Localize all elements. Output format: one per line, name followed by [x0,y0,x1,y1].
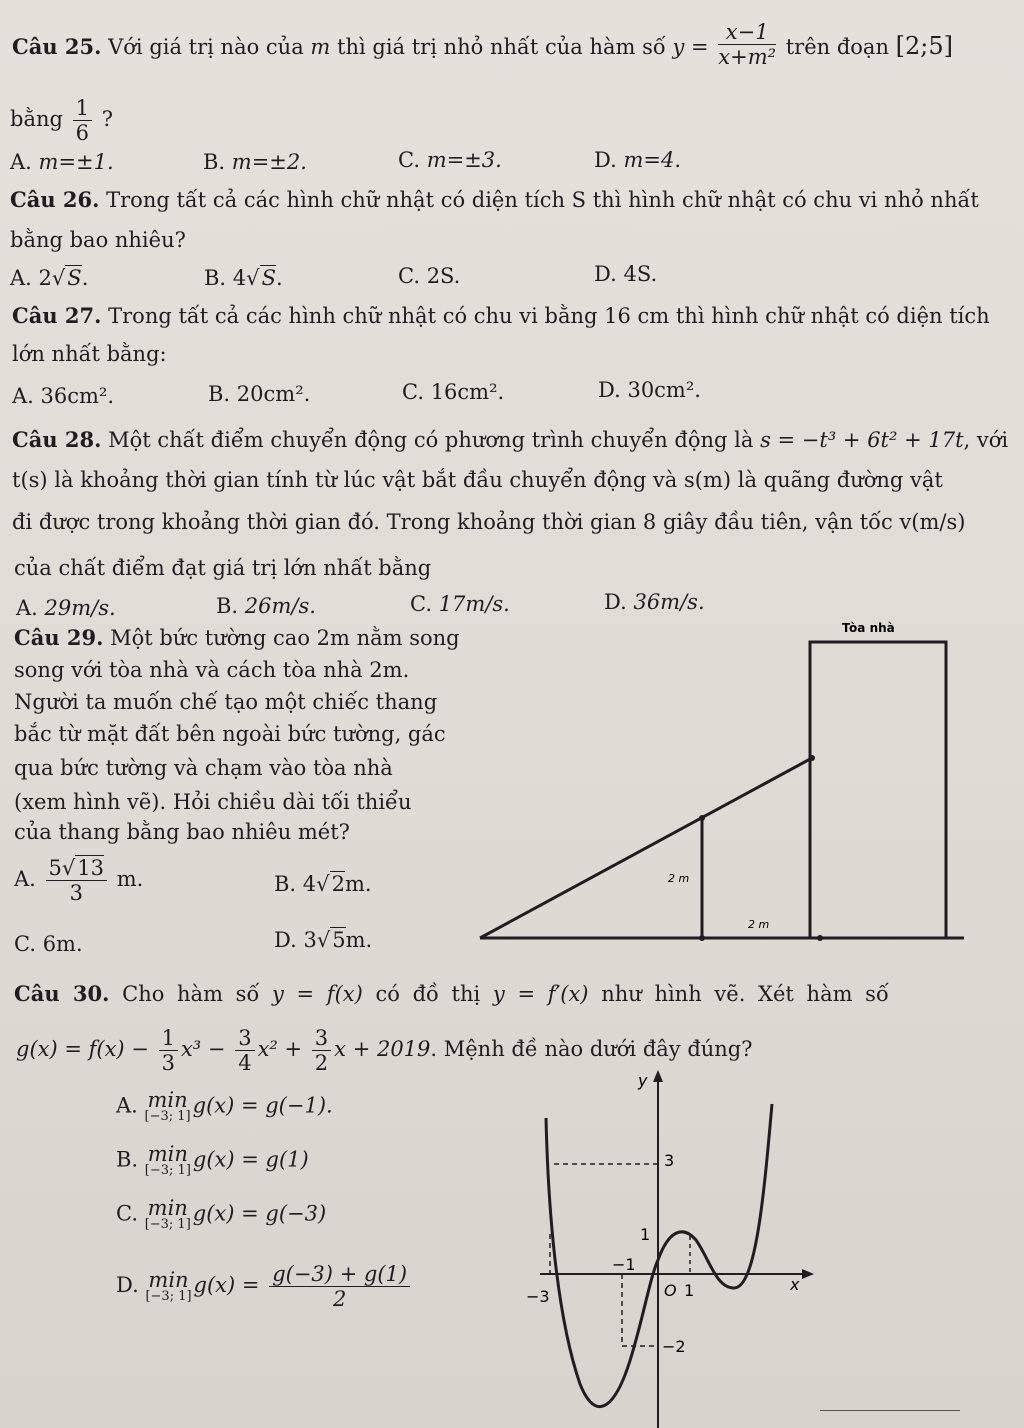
option-unit: m. [345,928,373,952]
option-radicand: S [261,266,276,290]
q26-option-a[interactable] [10,264,88,292]
q28-text1a: Một chất điểm chuyển động có phương trình chuyển động là [108,428,754,452]
option-letter: A. [116,1093,138,1118]
ladder-contact-point [809,755,815,761]
option-letter: A. [12,384,34,408]
building-base-point [817,935,823,941]
option-value: m=±1. [38,150,114,174]
q25-text-b: thì giá trị nhỏ nhất của hàm số [337,35,666,59]
option-unit: m. [344,872,372,896]
q26-option-d[interactable] [594,260,657,288]
option-letter: B. [203,150,226,174]
min-operator [145,1090,191,1124]
q25-val-den: 6 [75,121,89,145]
option-letter: C. [14,932,36,956]
x-axis-arrow-icon [802,1269,814,1279]
q29-option-d[interactable] [274,926,372,954]
option-fraction [269,1262,410,1311]
q30-option-b[interactable] [116,1144,309,1178]
q29-option-b[interactable] [274,870,372,898]
q28-line4: của chất điểm đạt giá trị lớn nhất bằng [14,556,432,580]
building [810,642,946,938]
sqrt-icon: √ [61,856,76,880]
min-operator [145,1144,191,1178]
option-letter: D. [594,148,617,172]
option-letter: C. [410,592,432,616]
label-minus3: −3 [526,1287,550,1306]
option-fraction-den: 3 [69,881,83,905]
x-axis-label: x [790,1275,800,1294]
option-letter: D. [116,1273,139,1297]
option-fraction-num: g(−3) + g(1) [269,1262,410,1287]
min-operator [145,1198,191,1232]
label-x1: 1 [684,1281,695,1300]
q26-label: Câu 26. [10,187,100,212]
wall-base-point [699,935,705,941]
q30-option-c[interactable] [116,1198,326,1232]
option-letter: A. [10,266,32,290]
option-value: 4S. [623,262,658,286]
q30-text1c: như hình vẽ. Xét hàm số [601,982,889,1006]
q29-line1 [14,624,460,652]
option-unit: m. [116,867,144,891]
q28-line1 [12,426,1008,454]
q27-label: Câu 27. [12,303,102,328]
option-lhs: g(x) = [193,1273,260,1297]
q25-option-c[interactable] [398,146,502,174]
option-value: m=±3. [426,148,502,172]
option-letter: A. [10,150,32,174]
label-1: 1 [640,1225,651,1244]
q30-label: Câu 30. [14,981,110,1006]
option-value: m=4. [623,148,681,172]
q28-line3: đi được trong khoảng thời gian đó. Trong khoảng thời gian 8 giây đầu tiên, vận tốc v(m/s) [12,510,966,534]
min-interval: [−3; 1] [144,1109,191,1124]
q30-line1 [14,980,889,1008]
option-value: g(x) = g(−1). [192,1093,333,1118]
q25-interval: [2;5] [895,32,954,60]
q30-coef3 [312,1026,331,1075]
q27-line1 [12,302,990,330]
option-fraction-den: 2 [332,1287,347,1311]
q25-frac-den: x+m² [718,45,777,69]
q28-line2: t(s) là khoảng thời gian tính từ lúc vật bắt đầu chuyển động và s(m) là quãng đường vật [12,468,943,492]
q29-line6: (xem hình vẽ). Hỏi chiều dài tối thiểu [14,790,412,814]
option-value: 36cm². [40,384,115,408]
option-letter: B. [204,266,227,290]
q30-g-pre: g(x) = f(x) − [16,1037,149,1061]
building-label: Tòa nhà [842,621,895,635]
min-interval: [−3; 1] [144,1217,191,1232]
q30-text2b: . Mệnh đề nào dưới đây đúng? [430,1037,753,1061]
option-letter: A. [16,596,38,620]
q25-value-fraction [73,96,92,145]
sqrt-icon: √ [316,928,331,952]
option-letter: C. [398,148,420,172]
coef-den: 4 [238,1051,252,1075]
q25-qmark: ? [101,107,113,131]
q25-option-a[interactable] [10,148,114,176]
q30-term2: x² + [257,1037,303,1061]
wall-height-label: 2 m [668,872,690,885]
q27-text1: Trong tất cả các hình chữ nhật có chu vi bằng 16 cm thì hình chữ nhật có diện tích [108,304,990,328]
min-text: min [147,1196,188,1220]
coef-num: 1 [159,1026,178,1051]
option-value: 2S. [426,264,461,288]
sqrt-icon: √ [246,266,260,290]
y-axis-arrow-icon [653,1070,663,1082]
q25-var-m: m [310,35,331,59]
min-text: min [148,1267,189,1292]
min-interval: [−3; 1] [145,1288,192,1304]
q29-option-c[interactable] [14,930,83,958]
q25-option-d[interactable] [594,146,681,174]
option-post: . [275,266,283,290]
q27-option-b[interactable] [208,380,310,408]
q25-text-a: Với giá trị nào của [108,35,304,59]
q29-label: Câu 29. [14,625,104,650]
option-value: m=±2. [231,150,307,174]
option-coef: 4 [302,872,317,896]
option-fraction [46,856,108,905]
option-post: . [81,266,89,290]
min-interval: [−3; 1] [144,1163,191,1178]
ladder-figure [470,612,970,952]
option-value: g(x) = g(1) [192,1147,309,1172]
option-letter: C. [398,264,420,288]
y-axis-label: y [638,1071,648,1090]
option-radicand: S [67,266,82,290]
q29-line7: của thang bằng bao nhiêu mét? [14,820,350,844]
q28-label: Câu 28. [12,427,102,452]
q30-coef1 [159,1026,178,1075]
option-value: 29m/s. [44,596,116,620]
q28-formula: s = −t³ + 6t² + 17t [760,428,964,452]
q30-text1b: có đồ thị [375,982,481,1006]
option-letter: B. [274,872,297,896]
label-minus1: −1 [612,1255,636,1274]
option-radicand: 5 [332,928,346,952]
option-letter: C. [402,380,424,404]
option-letter: A. [14,867,36,891]
option-coef: 2 [38,266,52,290]
option-value: g(x) = g(−3) [192,1201,327,1226]
option-value: 26m/s. [244,594,316,618]
q29-line4: bắc từ mặt đất bên ngoài bức tường, gác [14,722,446,746]
option-radicand: 2 [331,872,345,896]
option-value: 6m. [42,932,83,956]
q25-label: Câu 25. [12,34,102,59]
q28-option-a[interactable] [16,594,116,622]
q29-text1: Một bức tường cao 2m nằm song [110,626,460,650]
q27-option-a[interactable] [12,382,114,410]
option-coef: 4 [232,266,247,290]
label-minus2: −2 [662,1337,686,1356]
coef-num: 3 [235,1026,254,1051]
gap-label: 2 m [748,918,770,931]
q30-f1: y = f(x) [271,982,363,1006]
min-text: min [147,1142,188,1166]
ladder [480,758,812,938]
q27-option-c[interactable] [402,378,504,406]
option-letter: D. [598,378,621,402]
q29-option-a[interactable] [14,856,143,905]
q25-y-eq: y = [672,35,709,59]
option-letter: D. [594,262,617,286]
option-letter: B. [216,594,239,618]
min-text: min [147,1088,188,1112]
q26-line2: bằng bao nhiêu? [10,228,186,252]
coef-den: 2 [314,1051,329,1075]
option-coef: 5 [48,856,62,880]
q25-text-d: bằng [10,107,63,131]
option-radicand: 13 [77,856,105,880]
q28-option-b[interactable] [216,592,316,620]
q26-line1 [10,186,979,214]
option-letter: D. [274,928,297,952]
option-letter: D. [604,590,627,614]
option-value: 20cm². [236,382,311,406]
option-fraction-num [46,856,108,881]
option-value: 16cm². [430,380,505,404]
q25-option-b[interactable] [203,148,307,176]
option-value: 30cm². [627,378,701,402]
q30-f2: y = f′(x) [492,982,589,1006]
q25-text-c: trên đoạn [785,35,889,59]
footer-rule [820,1410,960,1411]
q30-coef2 [235,1026,254,1075]
q26-option-c[interactable] [398,262,460,290]
q26-text1: Trong tất cả các hình chữ nhật có diện tích S thì hình chữ nhật có chu vi nhỏ nhất [106,188,979,212]
derivative-graph [520,1064,820,1428]
label-origin: O [664,1281,677,1300]
q26-option-b[interactable] [204,264,283,292]
q25-function-fraction [718,20,776,69]
sqrt-icon: √ [316,872,330,896]
q28-text1b: , với [963,428,1009,452]
option-value: 36m/s. [633,590,705,614]
q29-line2: song với tòa nhà và cách tòa nhà 2m. [14,658,410,682]
q27-line2: lớn nhất bằng: [12,342,167,366]
q25-line1 [12,20,954,73]
coef-den: 3 [161,1051,175,1075]
option-value: 17m/s. [438,592,510,616]
wall-top-point [699,815,705,821]
option-letter: C. [116,1201,138,1226]
q29-line3: Người ta muốn chế tạo một chiếc thang [14,690,438,714]
q27-option-d[interactable] [598,376,701,404]
option-letter: B. [116,1147,139,1172]
q30-text1a: Cho hàm số [122,982,260,1006]
label-3: 3 [664,1151,675,1170]
q30-term3: x + 2019 [334,1037,431,1061]
min-operator [145,1267,192,1304]
q25-val-num: 1 [73,96,92,121]
q25-line2 [10,96,113,145]
q30-option-d[interactable] [116,1262,413,1311]
q25-frac-num: x−1 [718,20,776,45]
q30-term1: x³ − [180,1037,226,1061]
sqrt-icon: √ [51,266,66,290]
q30-option-a[interactable] [116,1090,333,1124]
q29-line5: qua bức tường và chạm vào tòa nhà [14,756,393,780]
option-coef: 3 [303,928,317,952]
option-letter: B. [208,382,231,406]
coef-num: 3 [312,1026,331,1051]
